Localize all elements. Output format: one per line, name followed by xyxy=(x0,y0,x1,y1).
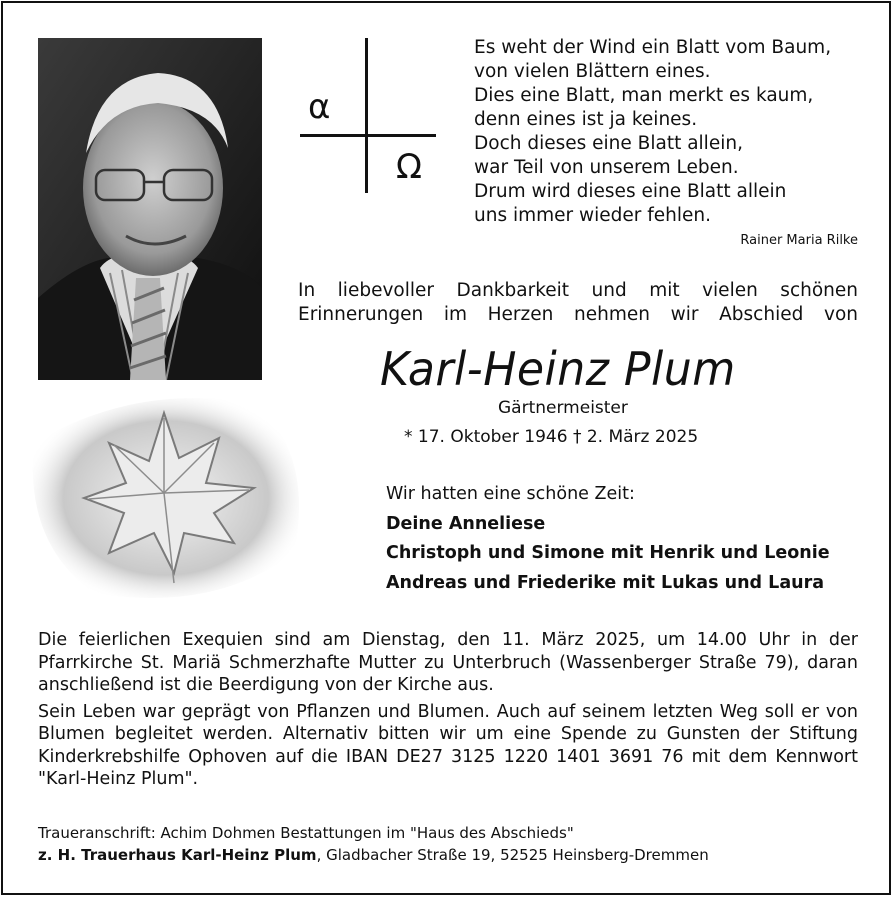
address-street: , Gladbacher Straße 19, 52525 Heinsberg-Dremmen xyxy=(316,846,709,864)
cross-vertical-line xyxy=(365,38,368,193)
intro-line: Erinnerungen im Herzen nehmen wir Abschied von xyxy=(298,304,858,325)
exequies-paragraph: Die feierlichen Exequien sind am Dienstag, den 11. März 2025, um 14.00 Uhr in der Pfarrkirche St. Mariä Schmerzhafte Mutter zu Unterbruch (Wassenberger Straße 79), daran anschließend ist die Beerdigung von der Kirche aus. xyxy=(38,630,858,695)
poem-line: uns immer wieder fehlen. xyxy=(474,205,712,226)
poem-line: von vielen Blättern eines. xyxy=(474,61,711,82)
address-line-2 xyxy=(38,844,858,866)
family-member: Christoph und Simone mit Henrik und Leonie xyxy=(386,543,830,563)
family-member: Deine Anneliese xyxy=(386,513,546,534)
omega-symbol: Ω xyxy=(396,147,422,187)
poem-line: Drum wird dieses eine Blatt allein xyxy=(474,181,787,202)
donation-paragraph: Sein Leben war geprägt von Pflanzen und Blumen. Auch auf seinem letzten Weg soll er von Blumen begleitet werden. Alternativ bitten wir um eine Spende zu Gunsten der Stiftung Kinderkrebshilfe Ophoven auf die IBAN DE27 3125 1220 1401 3691 76 mit dem Kennwort "Karl-Heinz Plum". xyxy=(38,701,858,789)
alpha-omega-cross xyxy=(298,38,438,193)
family-signatures xyxy=(386,480,830,598)
poem-line: Es weht der Wind ein Blatt vom Baum, xyxy=(474,37,832,58)
address-recipient: z. H. Trauerhaus Karl-Heinz Plum xyxy=(38,846,317,864)
life-dates: * 17. Oktober 1946 † 2. März 2025 xyxy=(404,427,699,447)
alpha-symbol: α xyxy=(308,87,331,127)
maple-leaf-image xyxy=(14,383,314,613)
deceased-profession: Gärtnermeister xyxy=(498,398,628,418)
mourning-address xyxy=(38,822,858,866)
cross-horizontal-line xyxy=(300,134,436,137)
intro-line: In liebevoller Dankbarkeit und mit vielen schönen xyxy=(298,280,858,301)
family-lead: Wir hatten eine schöne Zeit: xyxy=(386,484,635,504)
farewell-intro xyxy=(298,279,858,327)
poem-line: denn eines ist ja keines. xyxy=(474,109,698,130)
family-member: Andreas und Friederike mit Lukas und Laura xyxy=(386,572,825,593)
deceased-name: Karl-Heinz Plum xyxy=(380,342,736,396)
service-details xyxy=(38,629,858,795)
poem xyxy=(474,36,874,228)
portrait-photo xyxy=(38,38,262,380)
poem-line: war Teil von unserem Leben. xyxy=(474,157,739,178)
address-line-1: Traueranschrift: Achim Dohmen Bestattungen im "Haus des Abschieds" xyxy=(38,824,574,842)
poem-line: Dies eine Blatt, man merkt es kaum, xyxy=(474,85,814,106)
poem-line: Doch dieses eine Blatt allein, xyxy=(474,133,743,154)
poem-author: Rainer Maria Rilke xyxy=(740,233,858,248)
